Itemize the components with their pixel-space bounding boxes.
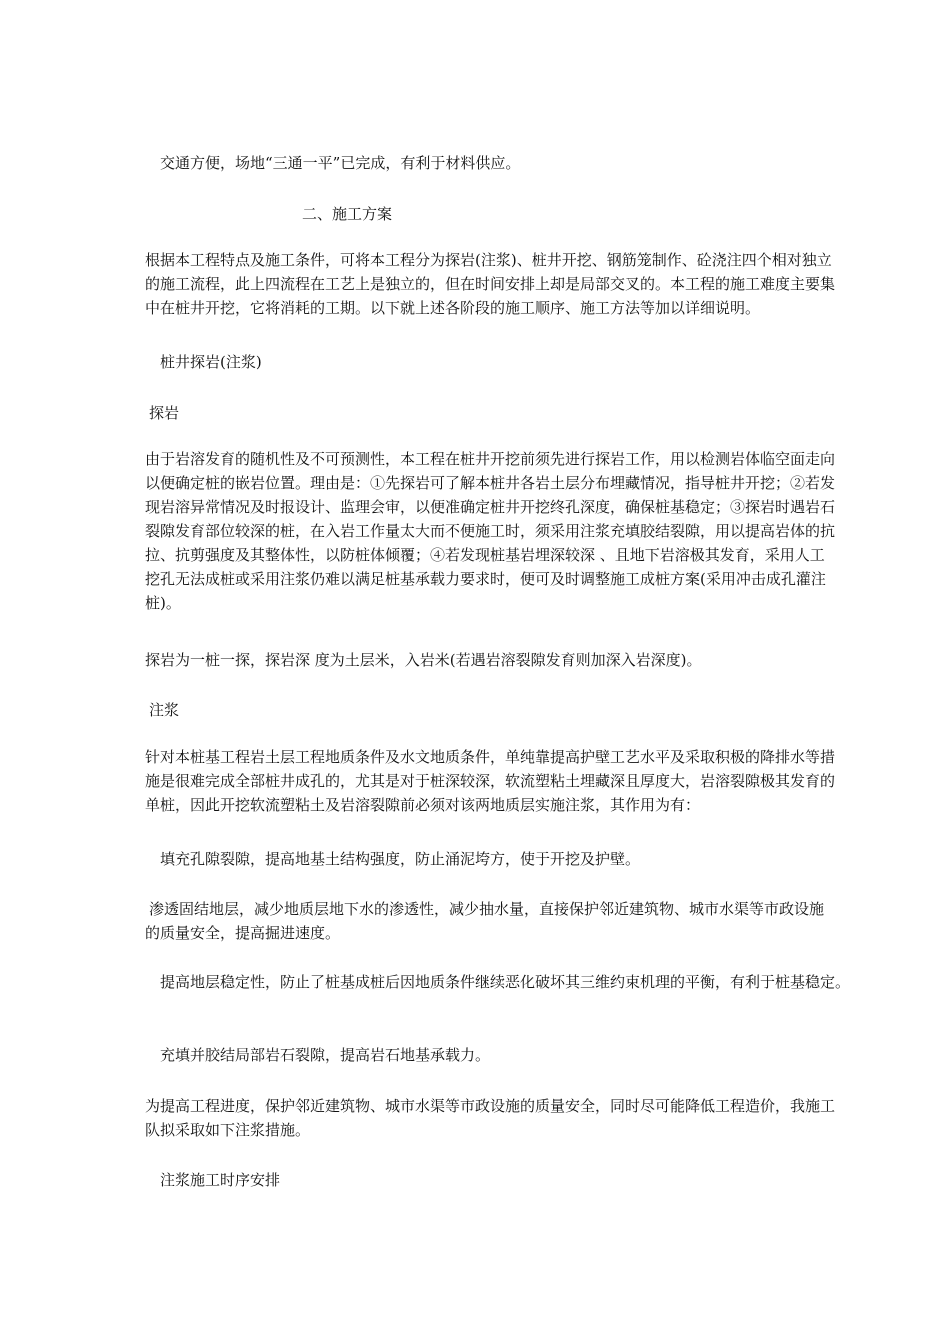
text-line: 以便确定桩的嵌岩位置。理由是：①先探岩可了解本桩井各岩土层分布埋藏情况，指导桩井开挖；②若发 — [145, 474, 836, 492]
heading-pile-probe: 桩井探岩(注浆) — [160, 353, 262, 371]
text-line: 为提高工程进度，保护邻近建筑物、城市水渠等市政设施的质量安全，同时尽可能降低工程造价，我施工 — [145, 1097, 836, 1115]
paragraph-probe-depth: 探岩为一桩一探，探岩深 度为土层米，入岩米(若遇岩溶裂隙发育则加深入岩深度)。 — [145, 651, 702, 669]
paragraph-stability: 提高地层稳定性，防止了桩基成桩后因地质条件继续恶化破坏其三维约束机理的平衡，有利于桩基稳定。 — [160, 973, 851, 991]
text-line: 中在桩井开挖，它将消耗的工期。以下就上述各阶段的施工顺序、施工方法等加以详细说明。 — [145, 299, 761, 317]
paragraph-progress — [145, 1094, 836, 1142]
text-line: 队拟采取如下注浆措施。 — [145, 1121, 311, 1139]
heading-probe: 探岩 — [149, 404, 180, 422]
text-line: 桩)。 — [145, 594, 181, 612]
text-line: 拉、抗剪强度及其整体性，以防桩体倾覆；④若发现桩基岩埋深较深 、且地下岩溶极其发育，采用人工 — [145, 546, 825, 564]
text-line: 施是很难完成全部桩井成孔的，尤其是对于桩深较深，软流塑粘土埋藏深且厚度大，岩溶裂隙极其发育的 — [145, 772, 836, 790]
text-line: 根据本工程特点及施工条件，可将本工程分为探岩(注浆)、桩井开挖、钢筋笼制作、砼浇注四个相对独立 — [145, 251, 832, 269]
paragraph-cement: 充填并胶结局部岩石裂隙，提高岩石地基承载力。 — [160, 1046, 491, 1064]
paragraph-intro — [145, 248, 836, 320]
paragraph-traffic: 交通方便，场地“三通一平”已完成，有利于材料供应。 — [160, 154, 521, 172]
text-line: 现岩溶异常情况及时报设计、监理会审，以便准确定桩井开挖终孔深度，确保桩基稳定；③探岩时遇岩石 — [145, 498, 836, 516]
paragraph-grout — [145, 745, 836, 817]
text-line: 针对本桩基工程岩土层工程地质条件及水文地质条件，单纯靠提高护壁工艺水平及采取积极的降排水等措 — [145, 748, 836, 766]
text-line: 的施工流程，此上四流程在工艺上是独立的，但在时间安排上却是局部交叉的。本工程的施工难度主要集 — [145, 275, 836, 293]
text-line: 渗透固结地层，减少地质层地下水的渗透性，减少抽水量，直接保护邻近建筑物、城市水渠等市政设施 — [149, 900, 825, 918]
section-title: 二、施工方案 — [302, 205, 393, 223]
text-line: 的质量安全，提高掘进速度。 — [145, 924, 341, 942]
text-line: 挖孔无法成桩或采用注浆仍难以满足桩基承载力要求时，便可及时调整施工成桩方案(采用冲击成孔灌注 — [145, 570, 826, 588]
paragraph-probe — [145, 447, 836, 615]
heading-grout: 注浆 — [149, 701, 180, 719]
text-line: 裂隙发育部位较深的桩，在入岩工作量太大而不便施工时，须采用注浆充填胶结裂隙，用以提高岩体的抗 — [145, 522, 836, 540]
paragraph-fill: 填充孔隙裂隙，提高地基土结构强度，防止涌泥垮方，使于开挖及护壁。 — [160, 850, 641, 868]
heading-schedule: 注浆施工时序安排 — [160, 1171, 281, 1189]
text-line: 由于岩溶发育的随机性及不可预测性，本工程在桩井开挖前须先进行探岩工作，用以检测岩体临空面走向 — [145, 450, 836, 468]
text-line: 单桩，因此开挖软流塑粘土及岩溶裂隙前必须对该两地质层实施注浆，其作用为有： — [145, 796, 701, 814]
paragraph-seep — [145, 897, 825, 945]
